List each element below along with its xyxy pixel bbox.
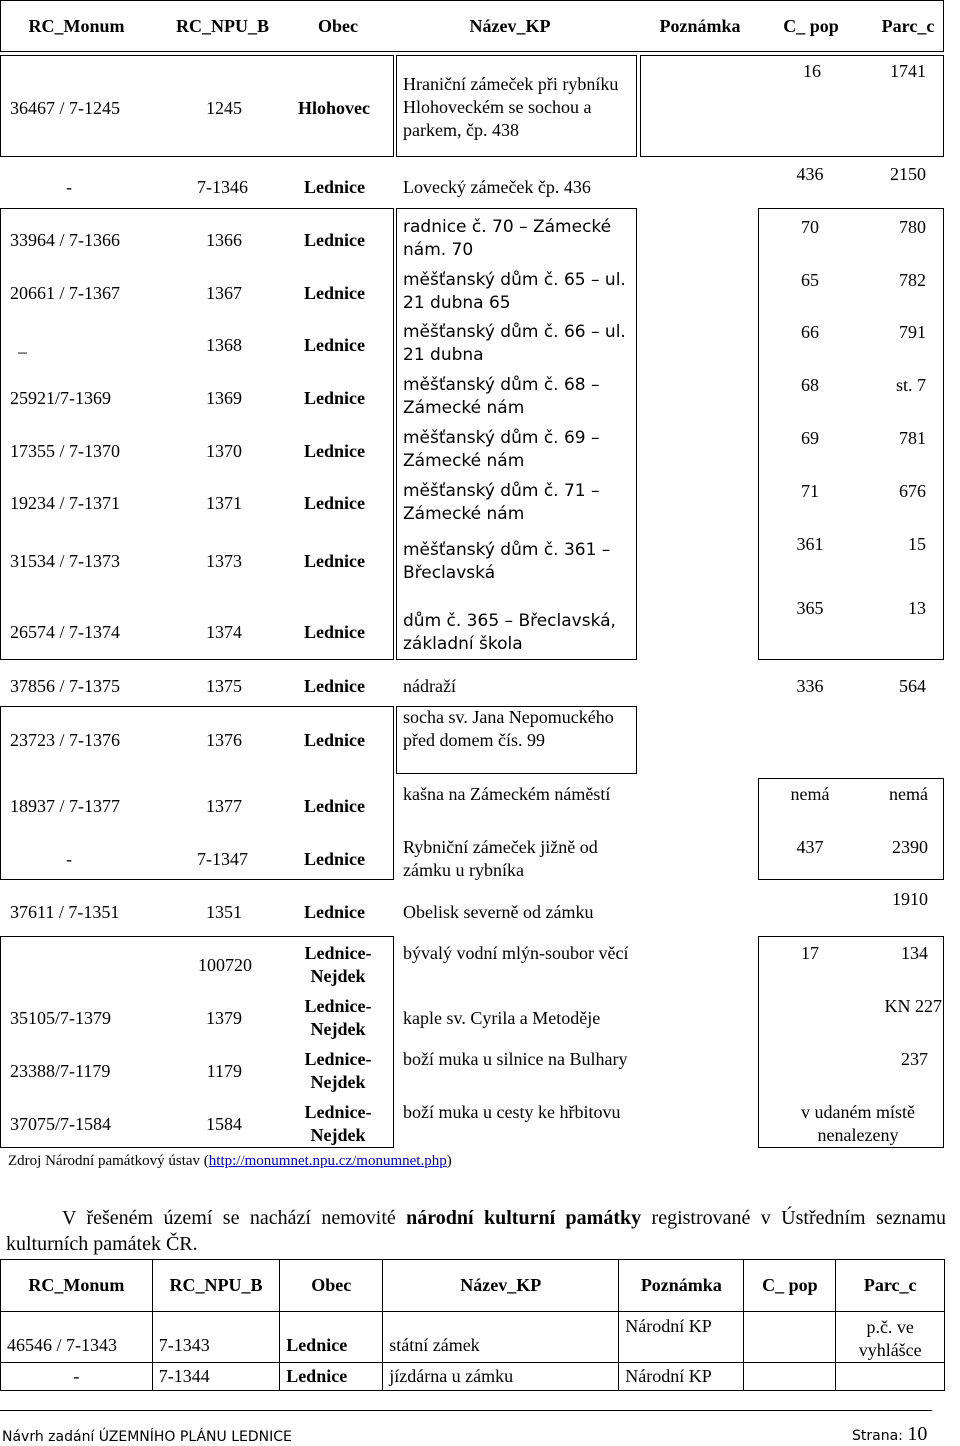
t1-r13-nazev: Rybniční zámeček jižně od zámku u rybníka — [403, 837, 598, 880]
t1-r14-obec: Lednice — [304, 902, 365, 922]
t1-r17-nazev: boží muka u silnice na Bulhary — [403, 1049, 628, 1069]
t1-r6-rc-npu-b: 1370 — [206, 441, 242, 461]
t1-r15-obec: Lednice-Nejdek — [304, 943, 372, 986]
t1-r8-obec: Lednice — [304, 551, 365, 571]
footer-divider — [0, 1410, 932, 1411]
t1-r10-c-pop: 336 — [796, 676, 824, 696]
t1-r15-nazev: bývalý vodní mlýn-soubor věcí — [403, 943, 629, 963]
t1-r2-c-pop: 70 — [801, 217, 819, 237]
t1-r12-parc-c: nemá — [889, 784, 928, 804]
t1-r4-obec: Lednice — [304, 335, 365, 355]
t1-r12-nazev: kašna na Zámeckém náměstí — [403, 784, 611, 804]
t1-r17-parc-c: 237 — [901, 1049, 928, 1069]
t1-r13-rc-monum: - — [66, 849, 72, 869]
t1-r9-nazev: dům č. 365 – Břeclavská, základní škola — [403, 611, 616, 654]
t1-r12-obec: Lednice — [304, 796, 365, 816]
t2-r1-obec: Lednice — [280, 1363, 383, 1391]
t1-r7-rc-monum: 19234 / 7-1371 — [10, 493, 120, 513]
t1-r14-rc-monum: 37611 / 7-1351 — [10, 902, 120, 922]
t2-r0-nazev: státní zámek — [383, 1312, 619, 1363]
t1-r9-c-pop: 365 — [796, 598, 824, 618]
t1-r10-parc-c: 564 — [899, 676, 926, 696]
footer-page-label: Strana: — [852, 1428, 903, 1444]
t2-r0-poznamka: Národní KP — [619, 1312, 744, 1363]
t1-r10-rc-monum: 37856 / 7-1375 — [10, 676, 120, 696]
t1-r16-rc-monum: 35105/7-1379 — [10, 1008, 111, 1028]
t1-r2-parc-c: 780 — [899, 217, 926, 237]
t1-r8-rc-monum: 31534 / 7-1373 — [10, 551, 120, 571]
t1-r1-rc-monum: - — [66, 177, 72, 197]
table-row — [1, 1312, 945, 1363]
table-row — [1, 1363, 945, 1391]
t1-header-rc-monum: RC_Monum — [28, 16, 125, 36]
t2-r1-c-pop — [744, 1363, 836, 1391]
t2-header-nazev: Název_KP — [383, 1260, 619, 1312]
t1-r18-nazev: boží muka u cesty ke hřbitovu — [403, 1102, 621, 1122]
t1-r0-c-pop: 16 — [803, 61, 821, 81]
t1-r5-rc-npu-b: 1369 — [206, 388, 242, 408]
t1-header-parc-c: Parc_c — [881, 16, 935, 36]
t1-r4-c-pop: 66 — [801, 322, 819, 342]
t1-r11-rc-npu-b: 1376 — [206, 730, 242, 750]
paragraph-text-1: V řešeném území se nachází nemovité — [62, 1207, 407, 1229]
t1-r3-nazev: měšťanský dům č. 65 – ul. 21 dubna 65 — [403, 270, 626, 313]
t1-r17-rc-monum: 23388/7-1179 — [10, 1061, 111, 1081]
t2-r1-parc-c — [836, 1363, 945, 1391]
t2-r0-rc-monum: 46546 / 7-1343 — [1, 1312, 153, 1363]
source-suffix: ) — [446, 1153, 452, 1169]
t1-r8-parc-c: 15 — [908, 534, 926, 554]
t1-r2-rc-npu-b: 1366 — [206, 230, 242, 250]
t2-r0-c-pop — [744, 1312, 836, 1363]
t1-r3-rc-npu-b: 1367 — [206, 283, 242, 303]
t1-header-poznamka: Poznámka — [659, 16, 741, 36]
t1-r9-obec: Lednice — [304, 622, 365, 642]
t1-r4-rc-npu-b: 1368 — [206, 335, 242, 355]
t1-r11-nazev: socha sv. Jana Nepomuckého před domem čís. 99 — [403, 707, 614, 750]
t1-r12-rc-npu-b: 1377 — [206, 796, 242, 816]
t1-r2-obec: Lednice — [304, 230, 365, 250]
t1-r5-rc-monum: 25921/7-1369 — [10, 388, 111, 408]
t1-r0-parc-c: 1741 — [890, 61, 926, 81]
t1-r6-c-pop: 69 — [801, 428, 819, 448]
t1-r16-parc-c: KN 227 — [884, 996, 942, 1016]
t1-r12-c-pop: nemá — [790, 784, 830, 804]
t1-r0-nazev: Hraniční zámeček při rybníku Hlohoveckém se sochou a parkem, čp. 438 — [403, 74, 619, 140]
t1-r0-rc-npu-b: 1245 — [206, 98, 242, 118]
t1-r14-parc-c: 1910 — [892, 889, 928, 909]
t2-r0-obec: Lednice — [280, 1312, 383, 1363]
t1-r9-parc-c: 13 — [908, 598, 926, 618]
t2-header-obec: Obec — [280, 1260, 383, 1312]
t1-r10-rc-npu-b: 1375 — [206, 676, 242, 696]
t2-header-poznamka: Poznámka — [619, 1260, 744, 1312]
t1-r6-parc-c: 781 — [899, 428, 926, 448]
t2-header-row — [1, 1260, 945, 1312]
t1-header-obec: Obec — [318, 16, 358, 36]
t1-r10-nazev: nádraží — [403, 676, 456, 696]
t1-r4-nazev: měšťanský dům č. 66 – ul. 21 dubna — [403, 322, 626, 365]
intro-paragraph — [6, 1205, 946, 1257]
t1-r11-obec: Lednice — [304, 730, 365, 750]
t1-r5-parc-c: st. 7 — [895, 375, 926, 395]
t1-r4-rc-monum: _ — [18, 335, 27, 355]
footer-page-number: 10 — [907, 1423, 928, 1445]
t1-r5-c-pop: 68 — [801, 375, 819, 395]
t1-r7-obec: Lednice — [304, 493, 365, 513]
t1-r3-c-pop: 65 — [801, 270, 819, 290]
t1-r14-rc-npu-b: 1351 — [206, 902, 242, 922]
t1-r12-rc-monum: 18937 / 7-1377 — [10, 796, 120, 816]
t1-r1-nazev: Lovecký zámeček čp. 436 — [403, 177, 591, 197]
t1-r1-parc-c: 2150 — [890, 164, 926, 184]
t1-r13-c-pop: 437 — [796, 837, 824, 857]
t1-r15-parc-c: 134 — [901, 943, 928, 963]
t1-r16-rc-npu-b: 1379 — [206, 1008, 242, 1028]
t1-r2-rc-monum: 33964 / 7-1366 — [10, 230, 120, 250]
t1-header-nazev: Název_KP — [469, 16, 551, 36]
t1-r14-nazev: Obelisk severně od zámku — [403, 902, 594, 922]
footer-page — [852, 1424, 927, 1446]
t1-r15-c-pop: 17 — [801, 943, 819, 963]
source-prefix: Zdroj Národní památkový ústav ( — [8, 1153, 209, 1169]
t1-r9-rc-monum: 26574 / 7-1374 — [10, 622, 120, 642]
row-box — [0, 208, 394, 660]
t1-r6-obec: Lednice — [304, 441, 365, 461]
t1-header-rc-npu-b: RC_NPU_B — [176, 16, 269, 36]
t1-r7-nazev: měšťanský dům č. 71 – Zámecké nám — [403, 481, 600, 524]
t2-header-c-pop: C_ pop — [744, 1260, 836, 1312]
source-link[interactable]: http://monumnet.npu.cz/monumnet.php — [208, 1153, 447, 1169]
footer-title: Návrh zadání ÚZEMNÍHO PLÁNU LEDNICE — [2, 1429, 292, 1445]
t2-r1-rc-npu-b: 7-1344 — [152, 1363, 279, 1391]
t1-r6-rc-monum: 17355 / 7-1370 — [10, 441, 120, 461]
t1-r8-c-pop: 361 — [796, 534, 824, 554]
t1-r13-parc-c: 2390 — [892, 837, 928, 857]
t2-header-rc-npu-b: RC_NPU_B — [152, 1260, 279, 1312]
t1-r5-obec: Lednice — [304, 388, 365, 408]
t1-r3-obec: Lednice — [304, 283, 365, 303]
t2-header-parc-c: Parc_c — [836, 1260, 945, 1312]
paragraph-text-2: registrované v Ústředním seznamu kulturních památek ČR. — [6, 1207, 946, 1255]
t1-r13-obec: Lednice — [304, 849, 365, 869]
t1-header-c-pop: C_ pop — [783, 16, 839, 36]
t1-r18-obec: Lednice-Nejdek — [304, 1102, 372, 1145]
t1-r0-obec: Hlohovec — [298, 98, 370, 118]
t2-r1-rc-monum: - — [1, 1363, 153, 1391]
t1-r1-rc-npu-b: 7-1346 — [197, 177, 248, 197]
t1-r18-rc-npu-b: 1584 — [206, 1114, 242, 1134]
t1-r3-rc-monum: 20661 / 7-1367 — [10, 283, 120, 303]
t1-r10-obec: Lednice — [304, 676, 365, 696]
t1-r2-nazev: radnice č. 70 – Zámecké nám. 70 — [403, 217, 612, 260]
t1-r8-nazev: měšťanský dům č. 361 – Břeclavská — [403, 540, 611, 583]
t1-r6-nazev: měšťanský dům č. 69 – Zámecké nám — [403, 428, 600, 471]
t1-r18-rc-monum: 37075/7-1584 — [10, 1114, 111, 1134]
t2-r0-parc-c: p.č. ve vyhlášce — [836, 1312, 945, 1363]
t2-r0-rc-npu-b: 7-1343 — [152, 1312, 279, 1363]
t1-r5-nazev: měšťanský dům č. 68 – Zámecké nám — [403, 375, 600, 418]
t1-r11-rc-monum: 23723 / 7-1376 — [10, 730, 120, 750]
t2-header-rc-monum: RC_Monum — [1, 1260, 153, 1312]
t1-r1-c-pop: 436 — [796, 164, 824, 184]
table2 — [0, 1259, 945, 1391]
t1-r16-obec: Lednice-Nejdek — [304, 996, 372, 1039]
t1-r15-rc-npu-b: 100720 — [198, 955, 252, 975]
paragraph-emphasis: národní kulturní památky — [406, 1207, 642, 1229]
t1-r9-rc-npu-b: 1374 — [206, 622, 242, 642]
t1-r16-nazev: kaple sv. Cyrila a Metoděje — [403, 1008, 601, 1028]
t1-r3-parc-c: 782 — [899, 270, 926, 290]
t1-r18-c-pop: v udaném místě nenalezeny — [801, 1102, 915, 1145]
t1-r17-rc-npu-b: 1179 — [206, 1061, 242, 1081]
t1-r8-rc-npu-b: 1373 — [206, 551, 242, 571]
t1-r7-parc-c: 676 — [899, 481, 926, 501]
t1-r7-rc-npu-b: 1371 — [206, 493, 242, 513]
t1-r0-rc-monum: 36467 / 7-1245 — [10, 98, 120, 118]
t1-r7-c-pop: 71 — [801, 481, 819, 501]
t1-r13-rc-npu-b: 7-1347 — [197, 849, 248, 869]
t1-r17-obec: Lednice-Nejdek — [304, 1049, 372, 1092]
t2-r1-nazev: jízdárna u zámku — [383, 1363, 619, 1391]
t1-r1-obec: Lednice — [304, 177, 365, 197]
source-note — [8, 1151, 452, 1171]
t1-r4-parc-c: 791 — [899, 322, 926, 342]
t2-r1-poznamka: Národní KP — [619, 1363, 744, 1391]
